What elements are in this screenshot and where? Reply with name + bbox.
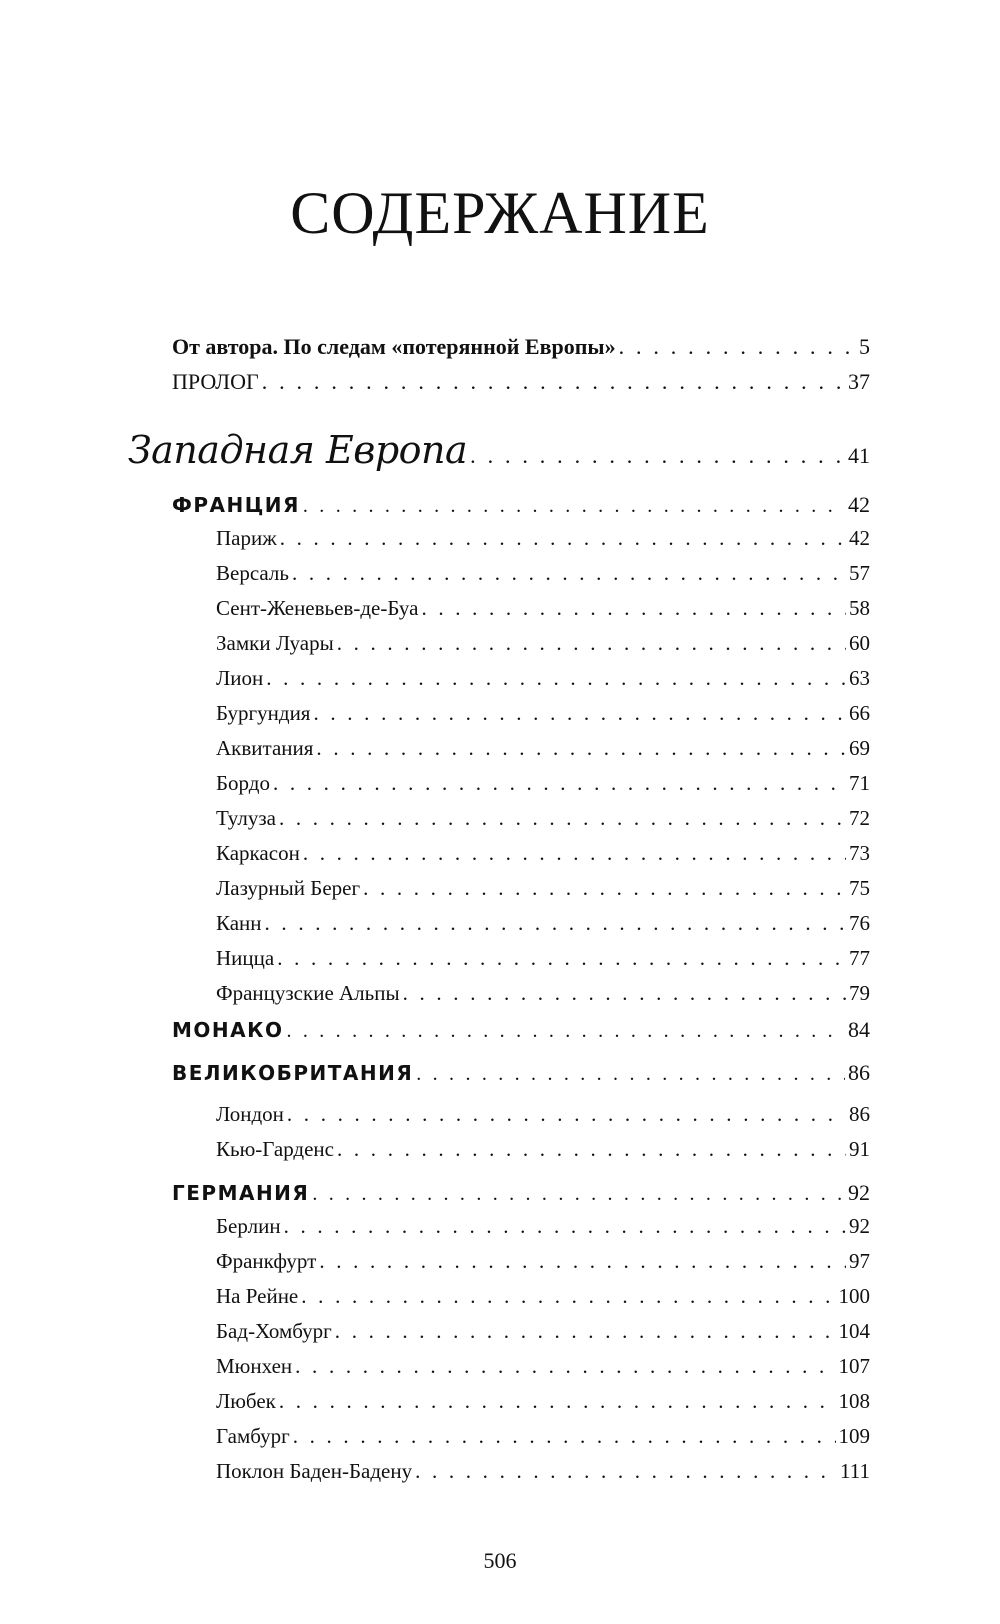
dot-leader	[262, 369, 845, 395]
toc-entry[interactable]	[216, 876, 870, 901]
toc-country-heading[interactable]	[172, 1180, 870, 1206]
toc-entry[interactable]	[216, 666, 870, 691]
toc-entry-label: Версаль	[216, 561, 289, 585]
toc-entry-page: 109	[838, 1424, 870, 1448]
toc-entry-page: 107	[838, 1354, 870, 1378]
toc-entry-page: 100	[838, 1284, 870, 1308]
dot-leader	[284, 1214, 846, 1239]
dot-leader	[337, 631, 846, 656]
toc-entry[interactable]	[216, 1137, 870, 1162]
toc-entry-label: Сент-Женевьев-де-Буа	[216, 596, 419, 620]
dot-leader	[363, 876, 846, 901]
toc-entry[interactable]	[216, 736, 870, 761]
dot-leader	[286, 1020, 845, 1043]
toc-entry[interactable]	[216, 1102, 870, 1127]
toc-entry-label: ГЕРМАНИЯ	[172, 1181, 310, 1205]
toc-entry-page: 60	[849, 631, 870, 655]
dot-leader	[293, 1424, 836, 1449]
toc-entry-page: 108	[838, 1389, 870, 1413]
toc-entry[interactable]	[216, 596, 870, 621]
toc-entry-page: 79	[849, 981, 870, 1005]
toc-entry-label: Бургундия	[216, 701, 311, 725]
toc-entry-label: Париж	[216, 526, 277, 550]
toc-entry-label: МОНАКО	[172, 1018, 284, 1042]
dot-leader	[295, 1354, 835, 1379]
toc-entry-page: 97	[849, 1249, 870, 1273]
toc-entry-page: 75	[849, 876, 870, 900]
toc-entry-label: Берлин	[216, 1214, 281, 1238]
toc-entry[interactable]	[216, 1249, 870, 1274]
toc-entry[interactable]	[172, 369, 870, 395]
toc-entry-page: 73	[849, 841, 870, 865]
toc-entry-label: Тулуза	[216, 806, 276, 830]
toc-entry-page: 66	[849, 701, 870, 725]
dot-leader	[319, 1249, 846, 1274]
toc-entry-label: ВЕЛИКОБРИТАНИЯ	[172, 1061, 414, 1085]
dot-leader	[416, 1063, 845, 1086]
toc-entry-page: 92	[849, 1214, 870, 1238]
dot-leader	[312, 1183, 845, 1206]
dot-leader	[287, 1102, 846, 1127]
toc-entry-label: На Рейне	[216, 1284, 299, 1308]
dot-leader	[273, 771, 846, 796]
toc-entry-label: Лондон	[216, 1102, 284, 1126]
toc-entry[interactable]	[216, 841, 870, 866]
dot-leader	[303, 841, 846, 866]
toc-entry-label: От автора. По следам «потерянной Европы»	[172, 334, 616, 359]
toc-entry-label: Бордо	[216, 771, 270, 795]
toc-entry-page: 71	[849, 771, 870, 795]
dot-leader	[279, 806, 846, 831]
toc-entry[interactable]	[216, 1459, 870, 1484]
toc-entry-label: ФРАНЦИЯ	[172, 493, 300, 517]
toc-entry-page: 86	[849, 1102, 870, 1126]
dot-leader	[415, 1459, 837, 1484]
dot-leader	[403, 981, 846, 1006]
toc-entry-label: Каркасон	[216, 841, 300, 865]
toc-entry-label: Франкфурт	[216, 1249, 317, 1273]
toc-entry-label: Поклон Баден-Бадену	[216, 1459, 413, 1483]
toc-entry-label: Лазурный Берег	[216, 876, 361, 900]
dot-leader	[335, 1319, 836, 1344]
toc-entry[interactable]	[216, 526, 870, 551]
toc-entry-label: Западная Европа	[128, 428, 468, 472]
toc-entry-page: 58	[849, 596, 870, 620]
dot-leader	[280, 526, 846, 551]
toc-entry-label: Ницца	[216, 946, 275, 970]
toc-entry-page: 76	[849, 911, 870, 935]
dot-leader	[421, 596, 846, 621]
toc-entry-label: Аквитания	[216, 736, 314, 760]
toc-entry[interactable]	[216, 806, 870, 831]
toc-entry[interactable]	[216, 701, 870, 726]
dot-leader	[470, 443, 845, 469]
dot-leader	[316, 736, 846, 761]
toc-entry[interactable]	[216, 1424, 870, 1449]
toc-country-heading[interactable]	[172, 1017, 870, 1043]
dot-leader	[303, 495, 845, 518]
dot-leader	[266, 666, 846, 691]
toc-entry-page: 42	[849, 526, 870, 550]
toc-country-heading[interactable]	[172, 1060, 870, 1086]
toc-section-heading[interactable]	[128, 428, 870, 472]
toc-entry[interactable]	[216, 1319, 870, 1344]
toc-entry[interactable]	[216, 1214, 870, 1239]
dot-leader	[279, 1389, 836, 1414]
toc-entry-page: 57	[849, 561, 870, 585]
toc-entry-label: Мюнхен	[216, 1354, 293, 1378]
toc-entry-page: 41	[848, 443, 870, 468]
toc-entry-page: 86	[848, 1060, 870, 1085]
toc-entry-page: 69	[849, 736, 870, 760]
toc-entry-label: Кью-Гарденс	[216, 1137, 334, 1161]
toc-entry-page: 37	[848, 369, 870, 394]
toc-entry[interactable]	[172, 334, 870, 360]
toc-entry[interactable]	[216, 1389, 870, 1414]
toc-entry-page: 77	[849, 946, 870, 970]
toc-entry-page: 84	[848, 1017, 870, 1042]
toc-entry[interactable]	[216, 631, 870, 656]
toc-entry-page: 92	[848, 1180, 870, 1205]
toc-entry-page: 111	[840, 1459, 870, 1483]
dot-leader	[619, 334, 856, 360]
toc-entry-page: 104	[838, 1319, 870, 1343]
toc-entry-label: Французские Альпы	[216, 981, 400, 1005]
dot-leader	[337, 1137, 846, 1162]
toc-entry-label: ПРОЛОГ	[172, 369, 259, 394]
toc-entry-page: 91	[849, 1137, 870, 1161]
toc-entry[interactable]	[216, 561, 870, 586]
dot-leader	[301, 1284, 835, 1309]
toc-entry-page: 5	[859, 334, 870, 359]
dot-leader	[265, 911, 846, 936]
toc-entry[interactable]	[216, 981, 870, 1006]
toc-entry[interactable]	[216, 1284, 870, 1309]
toc-entry-label: Бад-Хомбург	[216, 1319, 332, 1343]
page-title: СОДЕРЖАНИЕ	[290, 180, 710, 246]
toc-entry[interactable]	[216, 946, 870, 971]
toc-country-heading[interactable]	[172, 492, 870, 518]
toc-entry-label: Гамбург	[216, 1424, 290, 1448]
toc-entry-page: 63	[849, 666, 870, 690]
toc-entry-label: Замки Луары	[216, 631, 334, 655]
dot-leader	[292, 561, 846, 586]
dot-leader	[277, 946, 846, 971]
toc-entry[interactable]	[216, 911, 870, 936]
toc-entry-label: Лион	[216, 666, 264, 690]
toc-entry-page: 42	[848, 492, 870, 517]
toc-entry-label: Канн	[216, 911, 262, 935]
toc-entry-page: 72	[849, 806, 870, 830]
toc-entry-label: Любек	[216, 1389, 276, 1413]
toc-entry[interactable]	[216, 1354, 870, 1379]
dot-leader	[313, 701, 846, 726]
page-number: 506	[483, 1548, 517, 1573]
toc-entry[interactable]	[216, 771, 870, 796]
